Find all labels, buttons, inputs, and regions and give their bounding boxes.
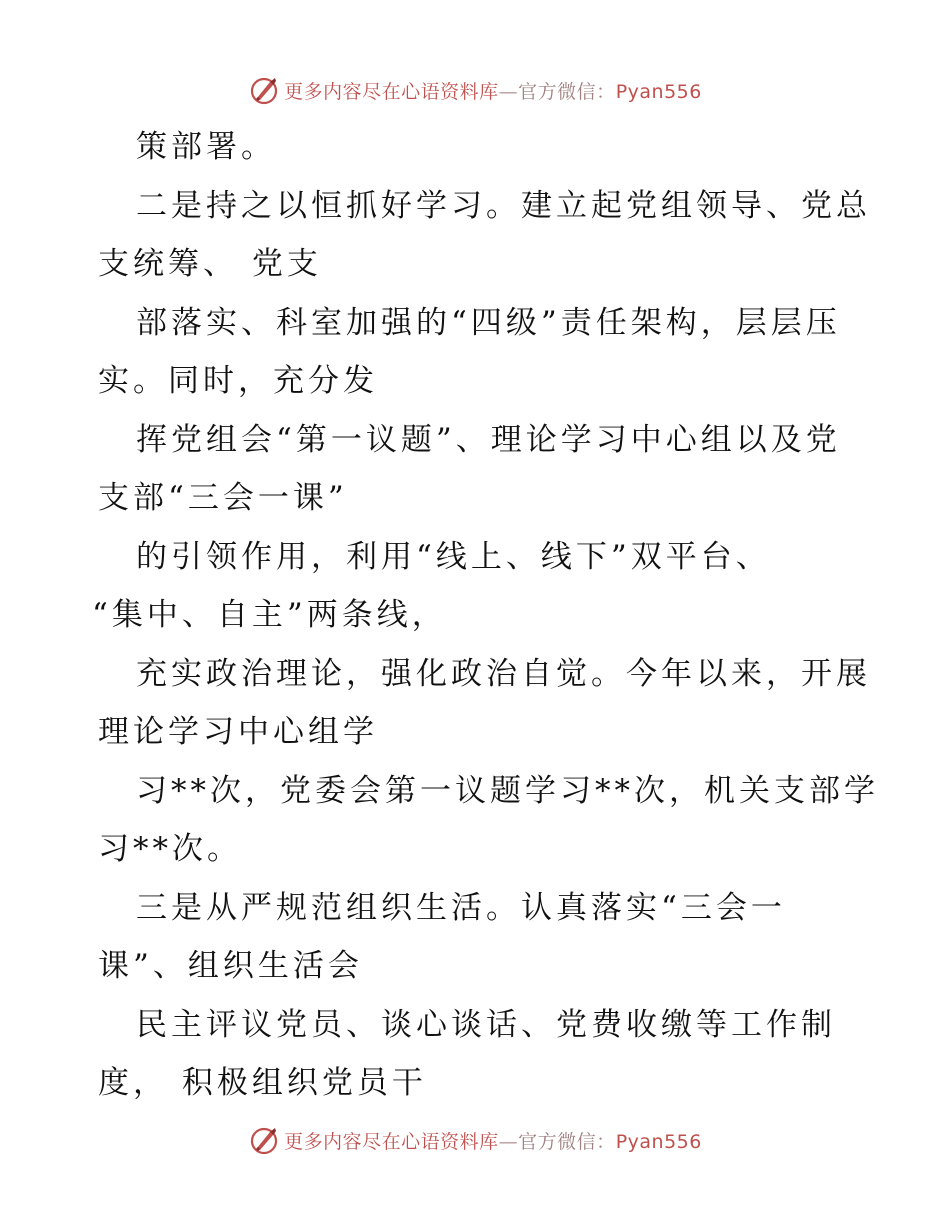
text-line: 度， 积极组织党员干 [98, 1065, 427, 1101]
quill-pen-logo-icon [248, 74, 280, 106]
text-line: 策部署。 [136, 129, 276, 165]
text-line: 实。同时，充分发 [98, 363, 378, 399]
text-line: 习**次。 [98, 831, 242, 867]
text-line: 支统筹、 党支 [98, 246, 322, 282]
text-line: 挥党组会“第一议题”、理论学习中心组以及党 [136, 421, 841, 458]
text-line: 习**次，党委会第一议题学习**次，机关支部学 [136, 772, 879, 809]
watermark-wechat-id: Pyan556 [615, 1130, 702, 1153]
text-line: 部落实、科室加强的“四级”责任架构，层层压 [136, 304, 841, 341]
document-body [92, 118, 879, 1113]
header-watermark [0, 72, 950, 108]
text-line: 充实政治理论，强化政治自觉。今年以来，开展 [136, 655, 871, 692]
watermark-brand: 更多内容尽在心语资料库 [284, 1130, 499, 1153]
text-line: 二是持之以恒抓好学习。建立起党组领导、党总 [136, 187, 871, 224]
text-line: 课”、组织生活会 [98, 948, 363, 984]
text-line: 民主评议党员、谈心谈话、党费收缴等工作制 [136, 1006, 836, 1043]
text-line: 三是从严规范组织生活。认真落实“三会一 [136, 889, 786, 926]
text-line: 的引领作用，利用“线上、线下”双平台、 [136, 538, 771, 575]
watermark-label: 官方微信： [518, 80, 616, 103]
watermark-separator: — [498, 80, 519, 103]
watermark-label: 官方微信： [518, 1130, 616, 1153]
footer-watermark [0, 1122, 950, 1158]
text-line: “集中、自主”两条线， [92, 597, 447, 633]
quill-pen-logo-icon [248, 1124, 280, 1156]
watermark-wechat-id: Pyan556 [615, 80, 702, 103]
watermark-separator: — [498, 1130, 519, 1153]
text-line: 支部“三会一课” [98, 480, 348, 516]
watermark-text [284, 1127, 702, 1154]
watermark-brand: 更多内容尽在心语资料库 [284, 80, 499, 103]
watermark-text [284, 77, 702, 104]
text-line: 理论学习中心组学 [98, 714, 378, 750]
